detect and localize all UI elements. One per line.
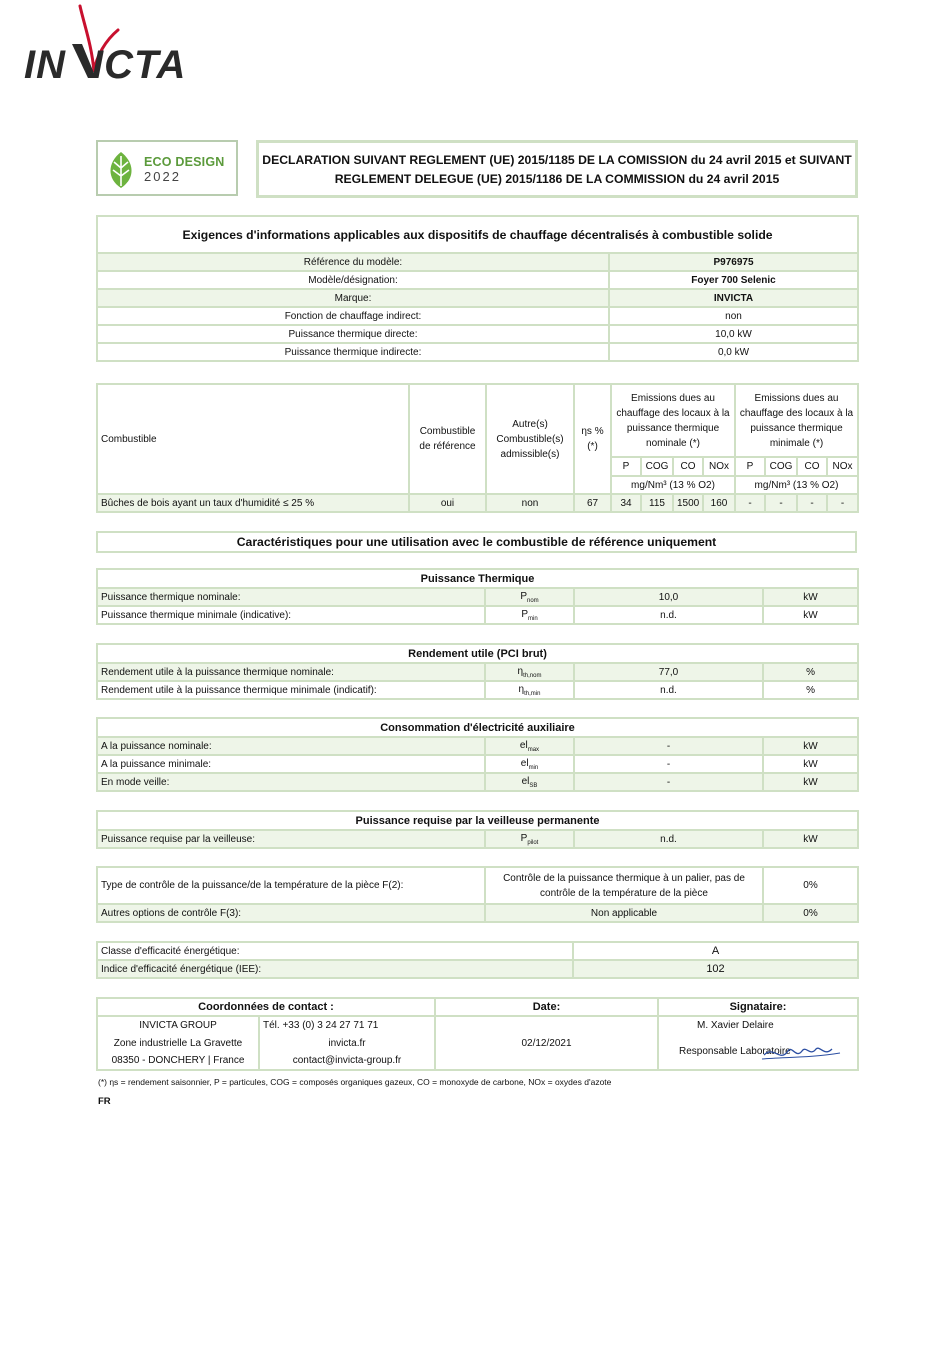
controle-label: Type de contrôle de la puissance/de la température de la pièce F(2):: [97, 867, 485, 904]
efficacite-label: Classe d'efficacité énergétique:: [97, 942, 573, 960]
info-label: Fonction de chauffage indirect:: [97, 307, 609, 325]
rendement-title: Rendement utile (PCI brut): [97, 644, 858, 663]
electricite-title: Consommation d'électricité auxiliaire: [97, 718, 858, 737]
fuel-header-other: Autre(s) Combustible(s) admissible(s): [486, 384, 574, 494]
info-value: 0,0 kW: [609, 343, 858, 361]
info-label: Puissance thermique directe:: [97, 325, 609, 343]
controle-pct: 0%: [763, 867, 858, 904]
invicta-logo: [22, 4, 252, 88]
fuel-eta: 67: [574, 494, 611, 512]
info-label: Modèle/désignation:: [97, 271, 609, 289]
info-value: 10,0 kW: [609, 325, 858, 343]
row-label: A la puissance minimale:: [97, 755, 485, 773]
contact-address-line: Zone industrielle La Gravette: [97, 1034, 259, 1052]
svg-text:ICTA: ICTA: [92, 43, 187, 87]
row-value: -: [574, 737, 763, 755]
row-symbol: $el_{min}$: [485, 755, 574, 773]
fuel-header-eta: ηs % (*): [574, 384, 611, 494]
row-symbol: $P_{pilot}$: [485, 830, 574, 848]
fuel-header-combustible: Combustible: [97, 384, 409, 494]
row-symbol: $\eta_{th,min}$: [485, 681, 574, 699]
row-unit: kW: [763, 588, 858, 606]
row-label: En mode veille:: [97, 773, 485, 791]
row-value: -: [574, 773, 763, 791]
row-label: A la puissance nominale:: [97, 737, 485, 755]
info-label: Référence du modèle:: [97, 253, 609, 271]
signatory-header: Signataire:: [658, 998, 858, 1016]
info-value: INVICTA: [609, 289, 858, 307]
row-label: Puissance thermique minimale (indicative):: [97, 606, 485, 624]
info-label: Marque:: [97, 289, 609, 307]
info-value: Foyer 700 Selenic: [609, 271, 858, 289]
info-title: Exigences d'informations applicables aux dispositifs de chauffage décentralisés à combustible solide: [97, 216, 858, 253]
col-co: CO: [673, 457, 703, 476]
row-value: 77,0: [574, 663, 763, 681]
language-code: FR: [98, 1096, 111, 1107]
col-nox: NOx: [703, 457, 735, 476]
row-value: -: [574, 755, 763, 773]
contact-header: Coordonnées de contact :: [97, 998, 435, 1016]
signer-name: M. Xavier Delaire: [658, 1016, 858, 1034]
contact-website[interactable]: invicta.fr: [259, 1034, 435, 1052]
row-label: Rendement utile à la puissance thermique minimale (indicatif):: [97, 681, 485, 699]
controle-pct: 0%: [763, 904, 858, 922]
contact-table: [96, 997, 859, 1071]
row-value: n.d.: [574, 830, 763, 848]
row-symbol: $P_{min}$: [485, 606, 574, 624]
controle-value: Contrôle de la puissance thermique à un palier, pas de contrôle de la température de la pièce: [485, 867, 763, 904]
declaration-box: [256, 140, 858, 198]
row-unit: kW: [763, 606, 858, 624]
row-unit: kW: [763, 773, 858, 791]
fuel-name: Bûches de bois ayant un taux d'humidité ≤ 25 %: [97, 494, 409, 512]
eco-design-badge: [96, 140, 238, 196]
row-value: n.d.: [574, 606, 763, 624]
fuel-header-reference: Combustible de référence: [409, 384, 486, 494]
min-nox: -: [827, 494, 858, 512]
col-p: P: [611, 457, 641, 476]
eco-year: 2022: [144, 169, 181, 184]
signature: [760, 1037, 842, 1065]
row-value: n.d.: [574, 681, 763, 699]
info-value: P976975: [609, 253, 858, 271]
min-cog: -: [765, 494, 797, 512]
nom-cog: 115: [641, 494, 673, 512]
electricite-table: [96, 717, 859, 792]
puissance-table: [96, 568, 859, 625]
controle-value: Non applicable: [485, 904, 763, 922]
eco-title: ECO DESIGN: [144, 155, 225, 169]
svg-text:IN: IN: [24, 43, 66, 87]
veilleuse-table: [96, 810, 859, 849]
info-value: non: [609, 307, 858, 325]
row-symbol: $\eta_{th,nom}$: [485, 663, 574, 681]
col-co: CO: [797, 457, 827, 476]
info-table: [96, 215, 859, 362]
contact-email[interactable]: contact@invicta-group.fr: [259, 1052, 435, 1070]
fuel-table: [96, 383, 859, 513]
fuel-other: non: [486, 494, 574, 512]
row-unit: kW: [763, 755, 858, 773]
row-unit: %: [763, 681, 858, 699]
footnote: (*) ηs = rendement saisonnier, P = particules, COG = composés organiques gazeux, CO = monoxyde de carbone, NOx = oxydes d'azote: [98, 1077, 612, 1087]
unit-minimal: mg/Nm³ (13 % O2): [735, 476, 858, 494]
fuel-header-minimal: Emissions dues au chauffage des locaux à la puissance thermique minimale (*): [735, 384, 858, 457]
row-unit: kW: [763, 830, 858, 848]
puissance-title: Puissance Thermique: [97, 569, 858, 588]
row-symbol: $el_{max}$: [485, 737, 574, 755]
leaf-icon: [104, 150, 138, 190]
col-nox: NOx: [827, 457, 858, 476]
nom-p: 34: [611, 494, 641, 512]
veilleuse-title: Puissance requise par la veilleuse permanente: [97, 811, 858, 830]
declaration-line-2: REGLEMENT DELEGUE (UE) 2015/1186 DE LA COMMISSION du 24 avril 2015: [334, 172, 780, 186]
efficacite-value: 102: [573, 960, 858, 978]
contact-phone: Tél. +33 (0) 3 24 27 71 71: [259, 1016, 435, 1034]
col-cog: COG: [765, 457, 797, 476]
efficacite-value: A: [573, 942, 858, 960]
col-p: P: [735, 457, 765, 476]
nom-nox: 160: [703, 494, 735, 512]
fuel-ref: oui: [409, 494, 486, 512]
nom-co: 1500: [673, 494, 703, 512]
contact-date: 02/12/2021: [435, 1016, 658, 1070]
row-unit: %: [763, 663, 858, 681]
info-label: Puissance thermique indirecte:: [97, 343, 609, 361]
contact-address-line: 08350 - DONCHERY | France: [97, 1052, 259, 1070]
row-unit: kW: [763, 737, 858, 755]
date-header: Date:: [435, 998, 658, 1016]
declaration-line-1: DECLARATION SUIVANT REGLEMENT (UE) 2015/1185 DE LA COMISSION du 24 avril 2015 et SUIVANT: [262, 153, 852, 167]
contact-address-line: INVICTA GROUP: [97, 1016, 259, 1034]
rendement-table: [96, 643, 859, 700]
unit-nominal: mg/Nm³ (13 % O2): [611, 476, 735, 494]
min-co: -: [797, 494, 827, 512]
signer-role: Responsable Laboratoire: [658, 1034, 858, 1070]
row-symbol: $P_{nom}$: [485, 588, 574, 606]
row-value: 10,0: [574, 588, 763, 606]
caracteristiques-banner: [96, 531, 857, 553]
row-symbol: $el_{SB}$: [485, 773, 574, 791]
caracteristiques-title: Caractéristiques pour une utilisation avec le combustible de référence uniquement: [97, 532, 856, 552]
controle-table: [96, 866, 859, 923]
fuel-header-nominal: Emissions dues au chauffage des locaux à la puissance thermique nominale (*): [611, 384, 735, 457]
row-label: Rendement utile à la puissance thermique nominale:: [97, 663, 485, 681]
row-label: Puissance requise par la veilleuse:: [97, 830, 485, 848]
col-cog: COG: [641, 457, 673, 476]
min-p: -: [735, 494, 765, 512]
efficacite-label: Indice d'efficacité énergétique (IEE):: [97, 960, 573, 978]
efficacite-table: [96, 941, 859, 979]
row-label: Puissance thermique nominale:: [97, 588, 485, 606]
controle-label: Autres options de contrôle F(3):: [97, 904, 485, 922]
